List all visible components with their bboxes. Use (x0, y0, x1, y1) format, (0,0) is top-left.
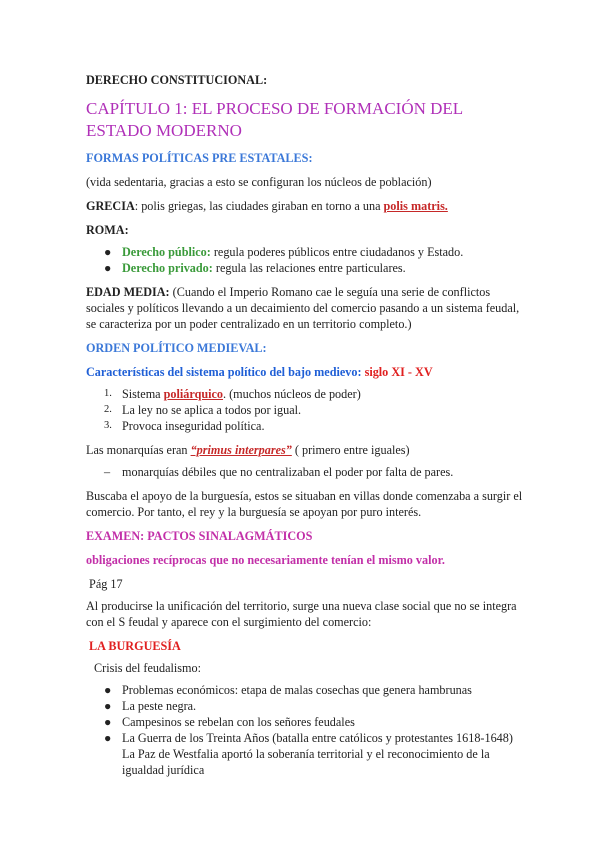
item-text: La peste negra. (122, 699, 197, 713)
characteristics-list (86, 386, 526, 434)
list-item (86, 260, 526, 276)
item-text: Provoca inseguridad política. (122, 419, 265, 433)
roma-list (86, 244, 526, 276)
chapter-title: CAPÍTULO 1: EL PROCESO DE FORMACIÓN DEL ESTADO MODERNO (86, 99, 463, 140)
item-text: Problemas económicos: etapa de malas cosechas que genera hambrunas (122, 683, 472, 697)
edad-media-paragraph (86, 284, 526, 332)
burguesia-heading: LA BURGUESÍA (86, 639, 181, 653)
list-number: 3. (104, 420, 112, 431)
section-heading-orden-medieval: ORDEN POLÍTICO MEDIEVAL: (86, 341, 267, 355)
roma-label: ROMA: (86, 223, 129, 237)
edad-media-label: EDAD MEDIA: (86, 285, 170, 299)
list-item (86, 418, 526, 434)
edad-media-text: (Cuando el Imperio Romano cae le seguía una serie de conflictos sociales y políticos llevando a un decaimiento del comercio pasando a un sistema feudal, se caracteriza por un poder centralizado en un territorio completo.) (86, 285, 520, 331)
unificacion-paragraph: Al producirse la unificación del territorio, surge una nueva clase social que no se integra con el S feudal y aparece con el surgimiento del comercio: (86, 599, 517, 629)
bullet-icon: ● (104, 245, 112, 259)
list-item (86, 386, 526, 402)
bullet-icon: ● (104, 731, 112, 745)
monarquias-list (86, 464, 526, 480)
grecia-text: : polis griegas, las ciudades giraban en torno a una (134, 199, 384, 213)
item-text: monarquías débiles que no centralizaban el poder por falta de pares. (122, 465, 454, 479)
item-text: La ley no se aplica a todos por igual. (122, 403, 302, 417)
monarquias-text: Las monarquías eran (86, 443, 191, 457)
examen-text: obligaciones recíprocas que no necesariamente tenían el mismo valor. (86, 553, 445, 567)
bullet-icon: ● (104, 261, 112, 275)
crisis-list (86, 682, 526, 778)
dash-icon: – (104, 465, 111, 479)
list-item (86, 714, 526, 730)
grecia-paragraph (86, 198, 526, 214)
crisis-label: Crisis del feudalismo: (94, 661, 201, 675)
roma-term: Derecho público: (122, 245, 211, 259)
examen-heading: EXAMEN: PACTOS SINALAGMÁTICOS (86, 529, 313, 543)
list-item (86, 464, 526, 480)
monarquias-paragraph (86, 442, 526, 458)
grecia-label: GRECIA (86, 199, 135, 213)
item-text: Campesinos se rebelan con los señores feudales (122, 715, 355, 729)
document-header: DERECHO CONSTITUCIONAL: (86, 73, 268, 87)
list-number: 1. (104, 388, 112, 399)
monarquias-suffix: ( primero entre iguales) (291, 443, 410, 457)
bullet-icon: ● (104, 715, 112, 729)
roma-text: regula poderes públicos entre ciudadanos y Estado. (210, 245, 464, 259)
poliarquico-term: poliárquico (163, 387, 224, 401)
roma-text: regula las relaciones entre particulares. (212, 261, 406, 275)
list-item (86, 730, 526, 778)
subheading-text: Características del sistema político del bajo medievo: (86, 365, 365, 379)
bullet-icon: ● (104, 699, 112, 713)
list-number: 2. (104, 404, 112, 415)
grecia-term: polis matris. (383, 199, 448, 213)
item-text: Sistema (122, 387, 164, 401)
list-item (86, 682, 526, 698)
item-text: La Guerra de los Treinta Años (batalla entre católicos y protestantes 1618-1648) La Paz de Westfalia aportó la soberanía territorial y el reconocimiento de la igualdad jurídica (122, 731, 513, 777)
bullet-icon: ● (104, 683, 112, 697)
primus-interpares-term: “primus interpares” (190, 443, 292, 457)
sedentary-note: (vida sedentaria, gracias a esto se configuran los núcleos de población) (86, 175, 432, 189)
list-item (86, 244, 526, 260)
section-heading-pre-estatales: FORMAS POLÍTICAS PRE ESTATALES: (86, 151, 313, 165)
item-text-suffix: . (muchos núcleos de poder) (223, 387, 361, 401)
burguesia-support-paragraph: Buscaba el apoyo de la burguesía, estos se situaban en villas donde comenzaba a surgir el comercio. Por tanto, el rey y la burguesía se apoyan por puro interés. (86, 489, 523, 519)
century-range: siglo XI - XV (364, 365, 433, 379)
list-item (86, 698, 526, 714)
list-item (86, 402, 526, 418)
roma-term: Derecho privado: (122, 261, 213, 275)
page-reference: Pág 17 (86, 577, 123, 591)
bajo-medievo-subheading (86, 364, 526, 380)
